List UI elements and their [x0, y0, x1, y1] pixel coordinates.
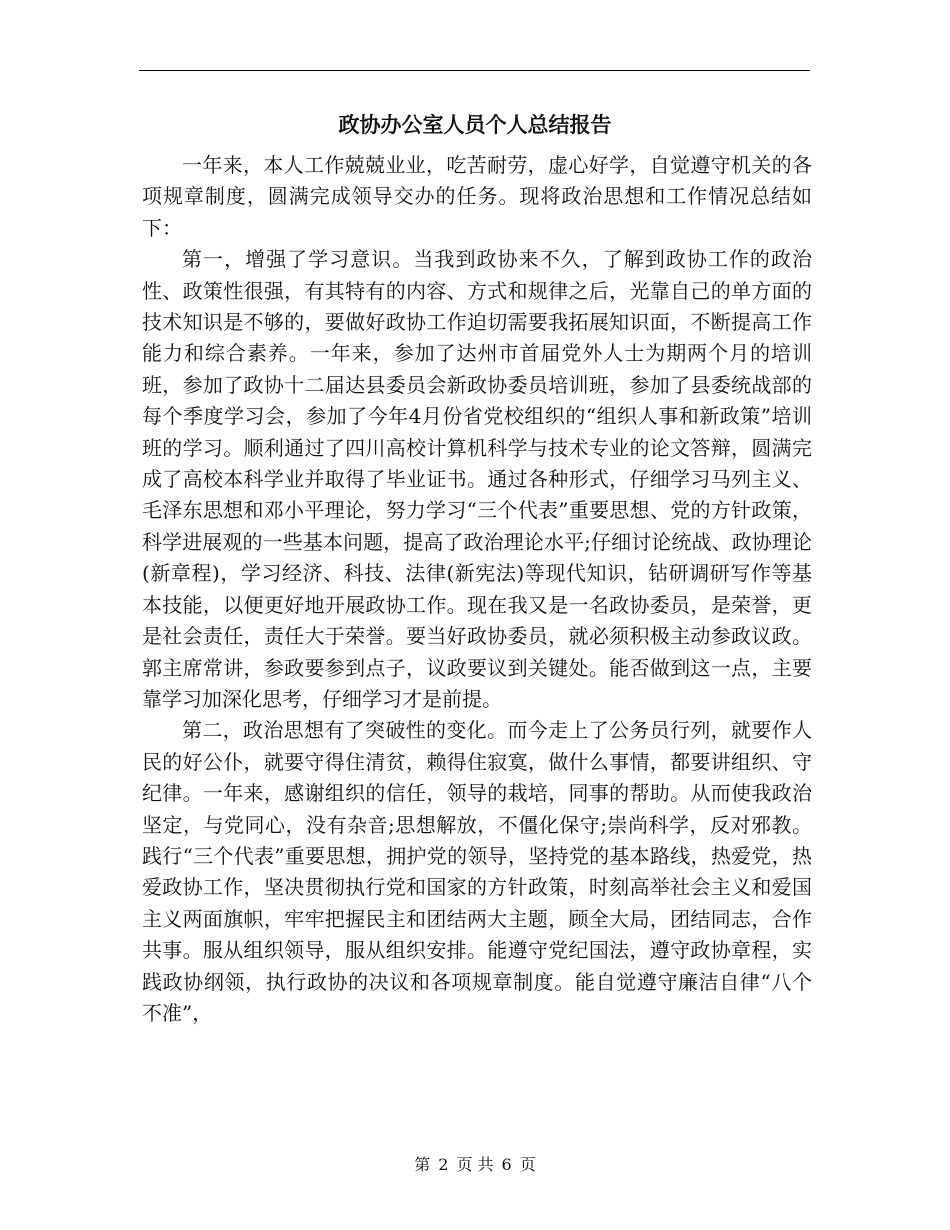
header-rule [139, 70, 810, 71]
paragraph-intro: 一年来，本人工作兢兢业业，吃苦耐劳，虚心好学，自觉遵守机关的各项规章制度，圆满完成领导交办的任务。现将政治思想和工作情况总结如下： [142, 153, 812, 240]
paragraph-first: 第一，增强了学习意识。当我到政协来不久，了解到政协工作的政治性、政策性很强，有其特有的内容、方式和规律之后，光靠自己的单方面的技术知识是不够的，要做好政协工作迫切需要我拓展知识面，不断提高工作能力和综合素养。一年来，参加了达州市首届党外人士为期两个月的培训班，参加了政协十二届达县委员会新政协委员培训班，参加了县委统战部的每个季度学习会，参加了今年4月份省党校组织的“组织人事和新政策”培训班的学习。顺利通过了四川高校计算机科学与技术专业的论文答辩，圆满完成了高校本科学业并取得了毕业证书。通过各种形式，仔细学习马列主义、毛泽东思想和邓小平理论，努力学习“三个代表”重要思想、党的方针政策，科学进展观的一些基本问题，提高了政治理论水平;仔细讨论统战、政协理论(新章程)，学习经济、科技、法律(新宪法)等现代知识，钻研调研写作等基本技能，以便更好地开展政协工作。现在我又是一名政协委员，是荣誉，更是社会责任，责任大于荣誉。要当好政协委员，就必须积极主动参政议政。郭主席常讲，参政要参到点子，议政要议到关键处。能否做到这一点，主要靠学习加深化思考，仔细学习才是前提。 [142, 247, 812, 711]
document-body [142, 150, 812, 1029]
paragraph-second: 第二，政治思想有了突破性的变化。而今走上了公务员行列，就要作人民的好公仆，就要守得住清贫，赖得住寂寞，做什么事情，都要讲组织、守纪律。一年来，感谢组织的信任，领导的栽培，同事的帮助。从而使我政治坚定，与党同心，没有杂音;思想解放，不僵化保守;崇尚科学，反对邪教。践行“三个代表”重要思想，拥护党的领导，坚持党的基本路线，热爱党，热爱政协工作，坚决贯彻执行党和国家的方针政策，时刻高举社会主义和爱国主义两面旗帜，牢牢把握民主和团结两大主题，顾全大局，团结同志，合作共事。服从组织领导，服从组织安排。能遵守党纪国法，遵守政协章程，实践政协纲领，执行政协的决议和各项规章制度。能自觉遵守廉洁自律“八个不准”， [142, 718, 812, 1025]
page-footer [0, 1153, 950, 1177]
footer-label-pages: 页 [519, 1155, 536, 1174]
footer-label-page: 第 [414, 1155, 431, 1174]
footer-label-of: 页 共 [456, 1155, 494, 1174]
footer-current-page: 2 [438, 1155, 449, 1174]
document-title: 政协办公室人员个人总结报告 [338, 112, 612, 137]
footer-total-pages: 6 [501, 1155, 512, 1174]
